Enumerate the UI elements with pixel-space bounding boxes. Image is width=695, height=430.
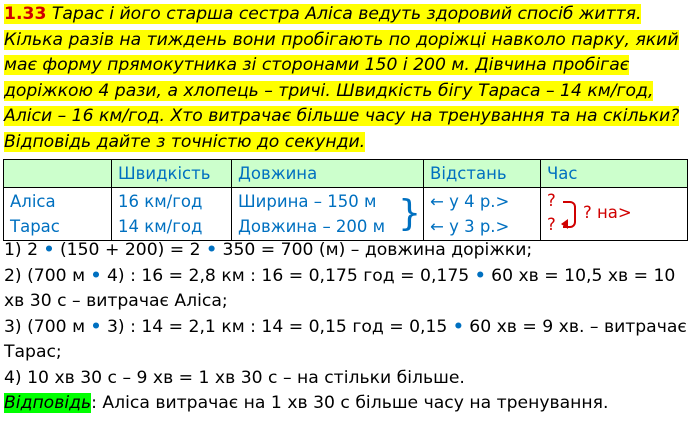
name-alisa: Аліса xyxy=(10,192,56,211)
compare-question: ? на> xyxy=(583,203,632,222)
line3-part: 3) (700 м xyxy=(4,316,91,337)
answer-text: Аліса витрачає на 1 хв 30 с більше часу на тренування. xyxy=(96,393,609,413)
arrow-left-icon xyxy=(561,219,568,229)
length-width: Ширина – 150 м xyxy=(238,192,377,211)
multiply-dot-icon: • xyxy=(90,265,102,286)
distances-cell xyxy=(424,188,541,241)
solution xyxy=(4,238,690,417)
problem-text: Тарас і його старша сестра Аліса ведуть здоровий спосіб життя. Кілька разів на тиждень вони пробігають по доріжці навколо парку, який має форму прямокутника зі сторонами 150 і 200 м. Дівчина пробігає доріжкою 4 рази, а хлопець – тричі. Швидкість бігу Тараса – 14 км/год, Аліси – 16 км/год. Хто витрачає більше часу на тренування та на скільки? Відповідь дайте з точністю до секунди. xyxy=(4,4,680,152)
answer-colon: : xyxy=(91,393,97,413)
answer-label: Відповідь xyxy=(4,393,92,413)
line2-part: 4) : 16 = 2,8 км : 16 = 0,175 год = 0,175 xyxy=(101,265,475,286)
speed-alisa: 16 км/год xyxy=(118,192,203,211)
line2-part: 2) (700 м xyxy=(4,265,91,286)
table-row xyxy=(4,188,688,241)
line3-part: 60 хв = 9 хв. – витрачає Тарас; xyxy=(4,316,687,362)
solution-line-3 xyxy=(4,315,690,366)
time-alisa: ? xyxy=(547,191,556,210)
multiply-dot-icon: • xyxy=(452,316,464,337)
problem-highlight xyxy=(4,4,679,152)
multiply-dot-icon: • xyxy=(474,265,486,286)
name-taras: Тарас xyxy=(10,217,60,236)
header-speed: Швидкість xyxy=(112,160,232,188)
multiply-dot-icon: • xyxy=(206,240,218,260)
time-taras: ? xyxy=(547,215,556,234)
distance-alisa: ← у 4 р.> xyxy=(430,192,510,211)
problem-number: 1.33 xyxy=(4,4,47,24)
header-length: Довжина xyxy=(232,160,424,188)
line1-part: 350 = 700 (м) – довжина доріжки; xyxy=(217,240,533,260)
header-distance: Відстань xyxy=(424,160,541,188)
data-table xyxy=(3,159,688,241)
names-cell xyxy=(4,188,112,241)
solution-line-4: 4) 10 хв 30 с – 9 хв = 1 хв 30 с – на стільки більше. xyxy=(4,367,465,388)
problem-statement xyxy=(4,2,690,155)
header-empty xyxy=(4,160,112,188)
line1-part: (150 + 200) = 2 xyxy=(54,240,207,260)
header-time: Час xyxy=(541,160,688,188)
distance-taras: ← у 3 р.> xyxy=(430,217,510,236)
line3-part: 3) : 14 = 2,1 км : 14 = 0,15 год = 0,15 xyxy=(101,316,453,337)
multiply-dot-icon: • xyxy=(43,240,55,260)
length-length: Довжина – 200 м xyxy=(238,217,386,236)
solution-line-1 xyxy=(4,238,690,264)
times-cell xyxy=(541,188,688,241)
multiply-dot-icon: • xyxy=(90,316,102,337)
curly-brace: } xyxy=(398,193,421,234)
line2-part: 60 хв = 10,5 хв = 10 хв 30 с – витрачає Аліса; xyxy=(4,265,676,311)
answer-line xyxy=(4,391,690,417)
speeds-cell xyxy=(112,188,232,241)
line1-part: 1) 2 xyxy=(4,240,44,260)
speed-taras: 14 км/год xyxy=(118,217,203,236)
table-header-row xyxy=(4,160,688,188)
lengths-cell xyxy=(232,188,424,241)
solution-line-2 xyxy=(4,264,690,315)
